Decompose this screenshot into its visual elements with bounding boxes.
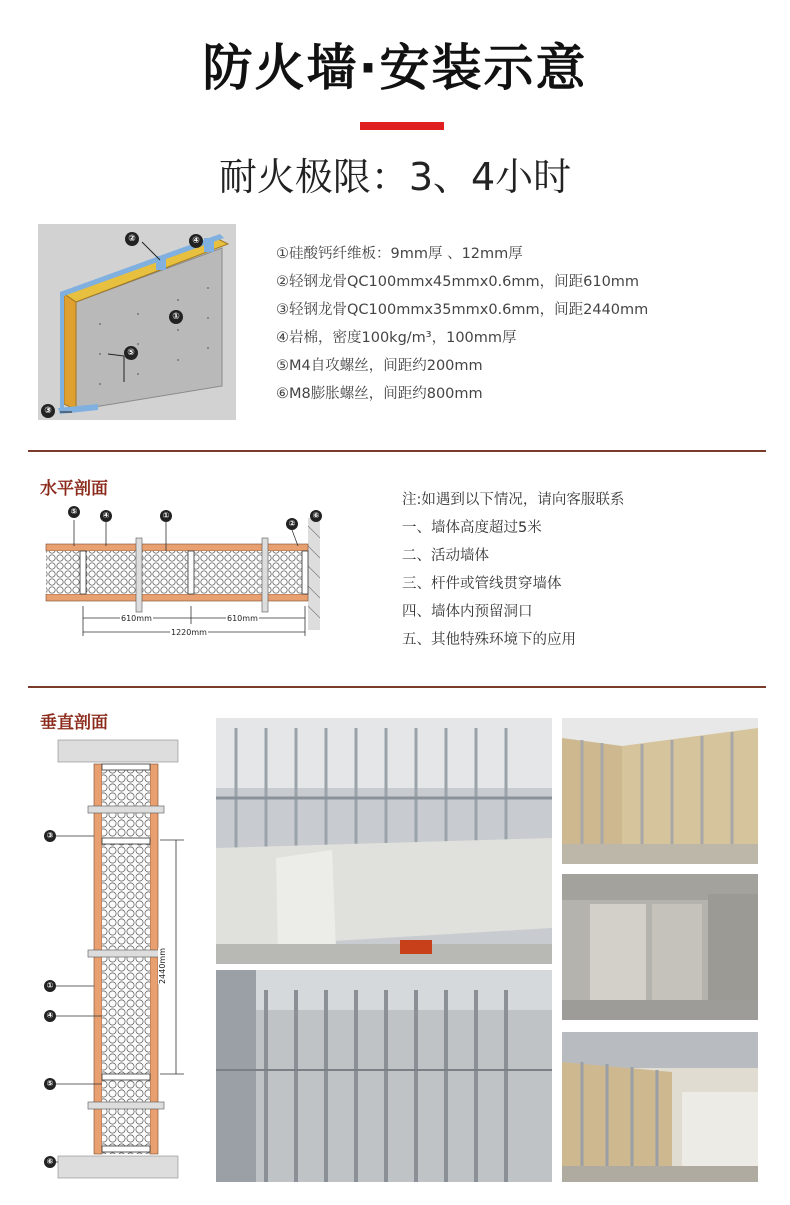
construction-photo: [216, 718, 552, 964]
note-item: 一、墙体高度超过5米: [402, 520, 542, 536]
horizontal-marker: ⑥: [310, 510, 322, 522]
spec-item: ①硅酸钙纤维板：9mm厚 、12mm厚: [276, 246, 523, 262]
vertical-marker: ④: [44, 1010, 56, 1022]
section-divider: [28, 450, 766, 452]
spec-item: ③轻钢龙骨QC100mmx35mmx0.6mm，间距2440mm: [276, 302, 649, 318]
title-underline: [360, 122, 444, 130]
horizontal-marker: ①: [160, 510, 172, 522]
construction-photo: [562, 1032, 758, 1182]
notes-heading: 注:如遇到以下情况，请向客服联系: [402, 492, 625, 508]
iso-marker: ③: [41, 404, 55, 418]
iso-marker: ⑤: [124, 346, 138, 360]
construction-photo: [562, 718, 758, 864]
fire-rating-subtitle: 耐火极限：3、4小时: [218, 155, 572, 199]
iso-marker: ①: [169, 310, 183, 324]
vertical-marker: ⑥: [44, 1156, 56, 1168]
vertical-marker: ③: [44, 830, 56, 842]
note-item: 三、杆件或管线贯穿墙体: [402, 576, 562, 592]
note-item: 四、墙体内预留洞口: [402, 604, 533, 620]
horizontal-marker: ②: [286, 518, 298, 530]
iso-marker: ④: [189, 234, 203, 248]
horizontal-section-title: 水平剖面: [40, 479, 108, 499]
construction-photo: [216, 970, 552, 1182]
page-title: 防火墙·安装示意: [202, 39, 588, 97]
horizontal-marker: ④: [100, 510, 112, 522]
material-spec-list: [276, 240, 648, 408]
wall-isometric-diagram: [38, 224, 236, 420]
vertical-marker: ①: [44, 980, 56, 992]
note-item: 五、其他特殊环境下的应用: [402, 632, 576, 648]
spec-item: ②轻钢龙骨QC100mmx45mmx0.6mm，间距610mm: [276, 274, 640, 290]
horizontal-marker: ⑤: [68, 506, 80, 518]
construction-photo: [562, 874, 758, 1020]
vertical-section-title: 垂直剖面: [40, 713, 108, 733]
note-item: 二、活动墙体: [402, 548, 489, 564]
horizontal-section-diagram: [40, 506, 330, 644]
spec-item: ⑤M4自攻螺丝，间距约200mm: [276, 358, 483, 374]
dim-2440: 2440mm: [158, 948, 167, 984]
contact-notes: [402, 486, 624, 654]
vertical-marker: ⑤: [44, 1078, 56, 1090]
dim-610-right: 610mm: [227, 614, 258, 623]
vertical-section-diagram: [36, 738, 196, 1182]
dim-1220: 1220mm: [171, 628, 207, 637]
spec-item: ⑥M8膨胀螺丝，间距约800mm: [276, 386, 483, 402]
dim-610-left: 610mm: [121, 614, 152, 623]
spec-item: ④岩棉，密度100kg/m³，100mm厚: [276, 330, 517, 346]
iso-marker: ②: [125, 232, 139, 246]
section-divider: [28, 686, 766, 688]
